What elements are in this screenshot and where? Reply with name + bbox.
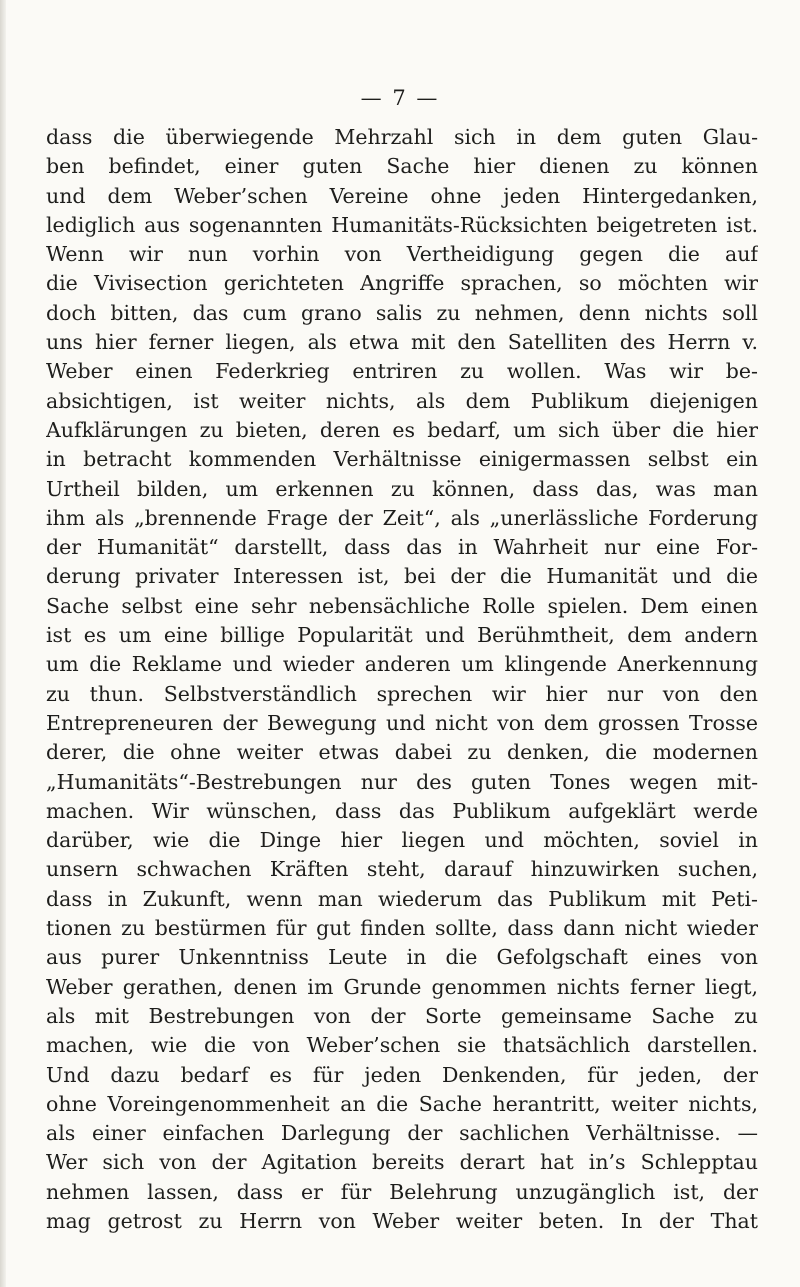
- text-line: der Humanität“ darstellt, dass das in Wahrheit nur eine For-: [46, 535, 758, 560]
- text-line: Urtheil bilden, um erkennen zu können, dass das, was man: [46, 476, 758, 501]
- text-line: Sache selbst eine sehr nebensächliche Rolle spielen. Dem einen: [46, 593, 758, 618]
- text-line: machen. Wir wünschen, dass das Publikum aufgeklärt werde: [46, 798, 758, 823]
- text-line: in betracht kommenden Verhältnisse einigermassen selbst ein: [46, 447, 758, 472]
- text-line: ben befindet, einer guten Sache hier dienen zu können: [46, 154, 758, 179]
- text-line: darüber, wie die Dinge hier liegen und möchten, soviel in: [46, 828, 758, 853]
- text-line: Und dazu bedarf es für jeden Denkenden, für jeden, der: [46, 1062, 758, 1087]
- text-line: Wer sich von der Agitation bereits derart hat in’s Schlepptau: [46, 1150, 758, 1175]
- text-line: absichtigen, ist weiter nichts, als dem Publikum diejenigen: [46, 388, 758, 413]
- text-line: unsern schwachen Kräften steht, darauf hinzuwirken suchen,: [46, 857, 758, 882]
- text-line: um die Reklame und wieder anderen um klingende Anerkennung: [46, 652, 758, 677]
- text-line: als mit Bestrebungen von der Sorte gemeinsame Sache zu: [46, 1003, 758, 1028]
- text-line: dass in Zukunft, wenn man wiederum das Publikum mit Peti-: [46, 886, 758, 911]
- text-line: derung privater Interessen ist, bei der die Humanität und die: [46, 564, 758, 589]
- body-text: [46, 123, 758, 1236]
- text-line: Weber einen Federkrieg entriren zu wollen. Was wir be-: [46, 359, 758, 384]
- text-line: ohne Voreingenommenheit an die Sache herantritt, weiter nichts,: [46, 1091, 758, 1116]
- text-line: nehmen lassen, dass er für Belehrung unzugänglich ist, der: [46, 1179, 758, 1204]
- text-line: und dem Weber’schen Vereine ohne jeden Hintergedanken,: [46, 183, 758, 208]
- text-line: aus purer Unkenntniss Leute in die Gefolgschaft eines von: [46, 945, 758, 970]
- text-line: mag getrost zu Herrn von Weber weiter beten. In der That: [46, 1208, 758, 1233]
- text-line: machen, wie die von Weber’schen sie thatsächlich darstellen.: [46, 1033, 758, 1058]
- page-number: — 7 —: [360, 86, 440, 110]
- text-line: „Humanitäts“-Bestrebungen nur des guten Tones wegen mit-: [46, 769, 758, 794]
- text-line: Aufklärungen zu bieten, deren es bedarf, um sich über die hier: [46, 417, 758, 442]
- text-line: uns hier ferner liegen, als etwa mit den Satelliten des Herrn v.: [46, 330, 758, 355]
- text-line: Weber gerathen, denen im Grunde genommen nichts ferner liegt,: [46, 974, 758, 999]
- text-line: Entrepreneuren der Bewegung und nicht von dem grossen Trosse: [46, 710, 758, 735]
- text-line: Wenn wir nun vorhin von Vertheidigung gegen die auf: [46, 242, 758, 267]
- text-line: tionen zu bestürmen für gut finden sollte, dass dann nicht wieder: [46, 916, 758, 941]
- text-line: doch bitten, das cum grano salis zu nehmen, denn nichts soll: [46, 300, 758, 325]
- text-line: derer, die ohne weiter etwas dabei zu denken, die modernen: [46, 740, 758, 765]
- text-line: dass die überwiegende Mehrzahl sich in dem guten Glau-: [46, 125, 758, 149]
- text-line: ihm als „brennende Frage der Zeit“, als „unerlässliche Forderung: [46, 505, 758, 530]
- text-line: zu thun. Selbstverständlich sprechen wir hier nur von den: [46, 681, 758, 706]
- text-line: die Vivisection gerichteten Angriffe sprachen, so möchten wir: [46, 271, 758, 296]
- text-line: als einer einfachen Darlegung der sachlichen Verhältnisse. —: [46, 1121, 758, 1146]
- page-gutter-shadow: [0, 0, 6, 1287]
- text-line: lediglich aus sogenannten Humanitäts-Rücksichten beigetreten ist.: [46, 212, 758, 237]
- text-line: ist es um eine billige Popularität und Berühmtheit, dem andern: [46, 623, 758, 648]
